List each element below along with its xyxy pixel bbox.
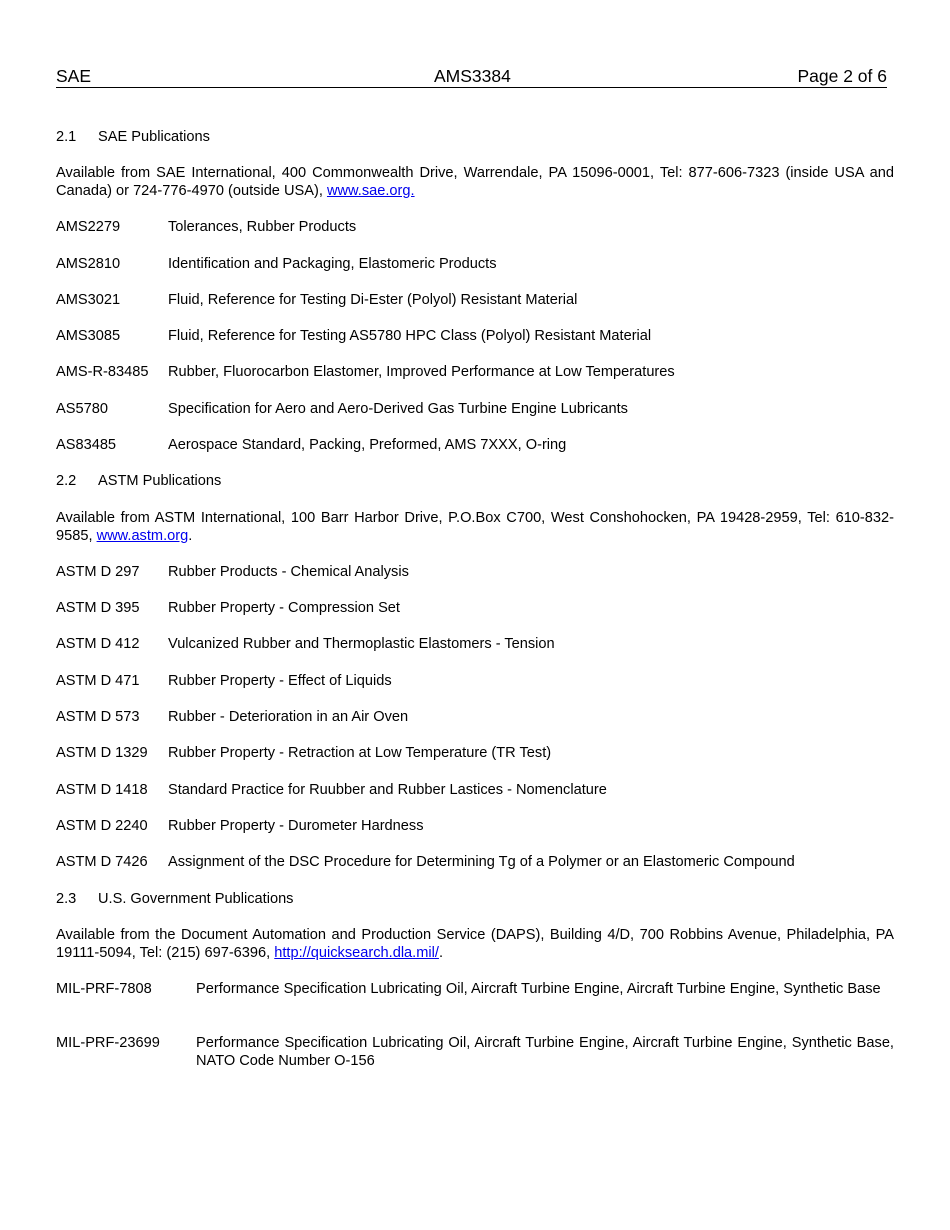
reference-title: Rubber Property - Durometer Hardness bbox=[168, 818, 424, 834]
link-suffix: . bbox=[438, 944, 443, 961]
reference-code: ASTM D 297 bbox=[56, 564, 140, 580]
page-header bbox=[56, 66, 887, 88]
section-heading-sae bbox=[56, 129, 894, 147]
gov-availability-paragraph bbox=[56, 927, 894, 962]
reference-title: Identification and Packaging, Elastomeric Products bbox=[168, 256, 497, 272]
reference-title: Performance Specification Lubricating Oil, Aircraft Turbine Engine, Aircraft Turbine Engine, Synthetic Base, NATO Code Number O-156 bbox=[196, 1035, 894, 1069]
reference-code: AS83485 bbox=[56, 437, 117, 453]
reference-code: ASTM D 2240 bbox=[56, 818, 148, 834]
reference-title: Performance Specification Lubricating Oil, Aircraft Turbine Engine, Aircraft Turbine Engine, Synthetic Base bbox=[196, 981, 881, 997]
reference-code: MIL-PRF-7808 bbox=[56, 981, 152, 997]
reference-code: AMS3021 bbox=[56, 292, 121, 308]
reference-title: Vulcanized Rubber and Thermoplastic Elastomers - Tension bbox=[168, 636, 555, 652]
sae-website-link[interactable]: www.sae.org. bbox=[326, 182, 415, 199]
header-doc-number: AMS3384 bbox=[434, 66, 511, 86]
reference-code: ASTM D 1329 bbox=[56, 745, 148, 761]
section-number: 2.2 bbox=[56, 473, 77, 489]
reference-title: Specification for Aero and Aero-Derived Gas Turbine Engine Lubricants bbox=[168, 401, 628, 417]
sae-availability-text: Available from SAE International, 400 Commonwealth Drive, Warrendale, PA 15096-0001, Tel: 877-606-7323 (inside USA and Canada) or 724-776-4970 (outside USA), bbox=[56, 165, 894, 199]
reference-title: Tolerances, Rubber Products bbox=[168, 219, 357, 235]
section-heading-gov bbox=[56, 891, 894, 909]
reference-code: ASTM D 471 bbox=[56, 673, 140, 689]
reference-title: Fluid, Reference for Testing Di-Ester (Polyol) Resistant Material bbox=[168, 292, 578, 308]
reference-code: ASTM D 412 bbox=[56, 636, 140, 652]
gov-website-link[interactable]: http://quicksearch.dla.mil/ bbox=[274, 944, 439, 961]
reference-title: Fluid, Reference for Testing AS5780 HPC Class (Polyol) Resistant Material bbox=[168, 328, 652, 344]
reference-title: Rubber Property - Retraction at Low Temperature (TR Test) bbox=[168, 745, 552, 761]
reference-title: Standard Practice for Ruubber and Rubber Lastices - Nomenclature bbox=[168, 782, 607, 798]
astm-availability-text: Available from ASTM International, 100 Barr Harbor Drive, P.O.Box C700, West Conshohocken, PA 19428-2959, Tel: 610-832-9585, bbox=[56, 510, 894, 544]
section-title: SAE Publications bbox=[98, 129, 210, 145]
section-heading-astm bbox=[56, 473, 894, 491]
reference-code: AMS-R-83485 bbox=[56, 364, 149, 380]
reference-title: Assignment of the DSC Procedure for Determining Tg of a Polymer or an Elastomeric Compound bbox=[168, 854, 795, 870]
header-page-number: Page 2 of 6 bbox=[797, 66, 887, 86]
reference-code: AMS2810 bbox=[56, 256, 121, 272]
reference-code: AMS3085 bbox=[56, 328, 121, 344]
astm-availability-paragraph bbox=[56, 510, 894, 545]
astm-website-link[interactable]: www.astm.org bbox=[96, 527, 189, 544]
reference-code: ASTM D 573 bbox=[56, 709, 140, 725]
sae-availability-paragraph bbox=[56, 165, 894, 200]
reference-code: ASTM D 1418 bbox=[56, 782, 148, 798]
reference-title: Rubber Products - Chemical Analysis bbox=[168, 564, 409, 580]
reference-title: Rubber, Fluorocarbon Elastomer, Improved Performance at Low Temperatures bbox=[168, 364, 675, 380]
section-title: U.S. Government Publications bbox=[98, 891, 294, 907]
reference-code: AMS2279 bbox=[56, 219, 121, 235]
reference-code: AS5780 bbox=[56, 401, 108, 417]
section-number: 2.3 bbox=[56, 891, 77, 907]
reference-title: Rubber - Deterioration in an Air Oven bbox=[168, 709, 409, 725]
gov-availability-text: Available from the Document Automation and Production Service (DAPS), Building 4/D, 700 Robbins Avenue, Philadelphia, PA 19111-5094, Tel: (215) 697-6396, bbox=[56, 927, 894, 961]
section-number: 2.1 bbox=[56, 129, 77, 145]
section-title: ASTM Publications bbox=[98, 473, 222, 489]
reference-code: MIL-PRF-23699 bbox=[56, 1035, 160, 1051]
header-org: SAE bbox=[56, 66, 92, 86]
link-suffix: . bbox=[188, 527, 193, 544]
reference-title: Rubber Property - Compression Set bbox=[168, 600, 400, 616]
reference-title: Rubber Property - Effect of Liquids bbox=[168, 673, 392, 689]
reference-code: ASTM D 7426 bbox=[56, 854, 148, 870]
reference-code: ASTM D 395 bbox=[56, 600, 140, 616]
reference-title: Aerospace Standard, Packing, Preformed, AMS 7XXX, O-ring bbox=[168, 437, 567, 453]
